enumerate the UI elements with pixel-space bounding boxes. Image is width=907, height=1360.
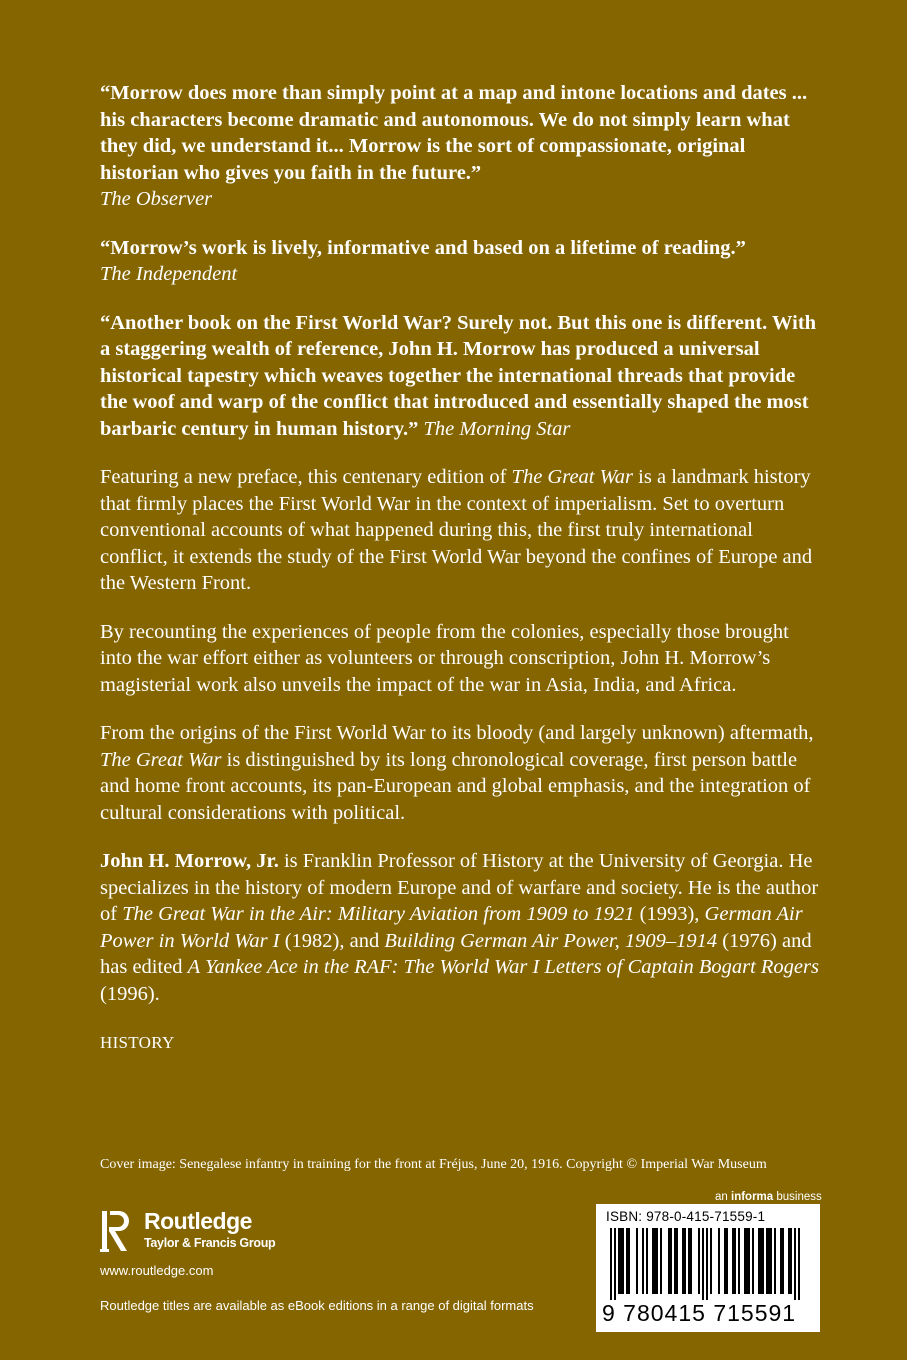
barcode-bar bbox=[684, 1228, 686, 1294]
barcode-bar bbox=[674, 1228, 676, 1294]
barcode-bar bbox=[668, 1228, 670, 1294]
barcode-bar bbox=[614, 1228, 616, 1300]
barcode-bar bbox=[724, 1228, 726, 1294]
barcode-bar bbox=[656, 1228, 658, 1294]
barcode-bar bbox=[690, 1228, 692, 1294]
barcode-bar bbox=[688, 1228, 690, 1294]
publisher-group: Taylor & Francis Group bbox=[144, 1236, 276, 1250]
blurb-paragraph-2: By recounting the experiences of people from the colonies, especially those brought into the war effort either as volunteers or through conscription, John H. Morrow’s magisterial work also unveils the impact of the war in Asia, India, and Africa. bbox=[100, 620, 789, 696]
review-quote: “Morrow’s work is lively, informative and based on a lifetime of reading.” bbox=[100, 236, 746, 259]
review-independent bbox=[100, 235, 820, 288]
barcode-bar bbox=[706, 1228, 708, 1300]
barcode-bar bbox=[738, 1228, 740, 1294]
barcode-bar bbox=[758, 1228, 760, 1294]
barcode-bar bbox=[780, 1228, 782, 1294]
barcode-bar bbox=[618, 1228, 620, 1294]
barcode-bar bbox=[628, 1228, 630, 1294]
barcode-bar bbox=[710, 1228, 712, 1294]
barcode-bar bbox=[790, 1228, 792, 1294]
barcode-bar bbox=[702, 1228, 704, 1300]
barcode-bar bbox=[718, 1228, 720, 1294]
barcode-bar bbox=[774, 1228, 776, 1294]
blurb-paragraph-3: From the origins of the First World War to its bloody (and largely unknown) aftermath, The Great War is distinguished by its long chronological coverage, first person battle and home front accounts, its pan-European and global emphasis, and the integration of cultural considerations with political. bbox=[100, 722, 814, 824]
barcode-bar bbox=[794, 1228, 796, 1300]
barcode-bar bbox=[726, 1228, 728, 1294]
barcode-bar bbox=[798, 1228, 800, 1300]
barcode-bar bbox=[660, 1228, 662, 1294]
barcode-bar bbox=[782, 1228, 784, 1294]
barcode-bar bbox=[652, 1228, 654, 1294]
review-source: The Morning Star bbox=[423, 417, 571, 440]
review-quote: “Another book on the First World War? Surely not. But this one is different. With a staggering wealth of reference, John H. Morrow has produced a universal historical tapestry which weaves together the international threads that provide the woof and warp of the conflict that introduced and essentially shaped the most barbaric century in human history.” bbox=[100, 311, 817, 440]
barcode-bar bbox=[654, 1228, 656, 1294]
review-source: The Observer bbox=[100, 188, 213, 210]
barcode-bar bbox=[620, 1228, 622, 1294]
review-observer bbox=[100, 80, 820, 213]
barcode-bar bbox=[682, 1228, 684, 1294]
barcode-bar bbox=[748, 1228, 750, 1294]
barcode-bar bbox=[732, 1228, 734, 1294]
review-quote: “Morrow does more than simply point at a map and intone locations and dates ... his characters become dramatic and autonomous. We do not simply learn what they did, we understand it... Morrow is the sort of compassionate, original historian who gives you faith in the future.” bbox=[100, 82, 808, 184]
barcode-bar bbox=[770, 1228, 772, 1294]
barcode-bar bbox=[744, 1228, 746, 1294]
barcode-bar bbox=[788, 1228, 790, 1294]
book-title: The Great War bbox=[100, 748, 222, 771]
publisher-name: Routledge bbox=[144, 1208, 252, 1234]
barcode-bar bbox=[746, 1228, 748, 1294]
back-cover-text bbox=[100, 80, 820, 1053]
barcode-bar bbox=[766, 1228, 768, 1294]
blurb-paragraph-1: Featuring a new preface, this centenary edition of The Great War is a landmark history that firmly places the First World War in the context of imperialism. Set to overturn conventional accounts of what happened during this, the first truly international conflict, it extends the study of the First World War beyond the confines of Europe and the Western Front. bbox=[100, 466, 813, 594]
ebook-note: Routledge titles are available as eBook editions in a range of digital formats bbox=[100, 1298, 534, 1313]
barcode-bar bbox=[768, 1228, 770, 1294]
barcode-bar bbox=[646, 1228, 648, 1294]
barcode-bar bbox=[734, 1228, 736, 1294]
barcode-bar bbox=[760, 1228, 762, 1294]
routledge-r-icon bbox=[100, 1208, 134, 1254]
barcode-bar bbox=[670, 1228, 672, 1294]
review-morning-star bbox=[100, 310, 820, 443]
barcode-bar bbox=[752, 1228, 754, 1294]
informa-tagline: an informa business bbox=[715, 1191, 822, 1203]
barcode-bar bbox=[622, 1228, 624, 1294]
barcode-bar bbox=[676, 1228, 678, 1294]
author-name: John H. Morrow, Jr. bbox=[100, 850, 279, 872]
barcode-bar bbox=[762, 1228, 764, 1294]
barcode-bar bbox=[626, 1228, 628, 1294]
author-bio: John H. Morrow, Jr. is Franklin Professor of History at the University of Georgia. He specializes in the history of modern Europe and of warfare and society. He is the author of The Great War in the Air: Military Aviation from 1909 to 1921 (1993), German Air Power in World War I (1982), and Building German Air Power, 1909–1914 (1976) and has edited A Yankee Ace in the RAF: The World War I Letters of Captain Bogart Rogers (1996). bbox=[100, 850, 819, 1005]
publisher-website[interactable]: www.routledge.com bbox=[100, 1263, 214, 1278]
category-label: HISTORY bbox=[100, 1033, 175, 1052]
barcode-bar bbox=[610, 1228, 612, 1300]
cover-image-credit: Cover image: Senegalese infantry in training for the front at Fréjus, June 20, 1916. Copyright © Imperial War Museum bbox=[100, 1157, 767, 1172]
book-title: The Great War bbox=[511, 466, 634, 488]
routledge-logo bbox=[100, 1208, 300, 1252]
review-source: The Independent bbox=[100, 263, 238, 285]
barcode-bar bbox=[636, 1228, 638, 1294]
barcode-bar bbox=[642, 1228, 644, 1294]
barcode-bars bbox=[610, 1228, 806, 1300]
isbn-label: ISBN: 978-0-415-71559-1 bbox=[606, 1209, 766, 1224]
barcode-bar bbox=[698, 1228, 700, 1294]
isbn-barcode: ISBN: 978-0-415-71559-1 9 780415 715591 bbox=[596, 1204, 820, 1332]
